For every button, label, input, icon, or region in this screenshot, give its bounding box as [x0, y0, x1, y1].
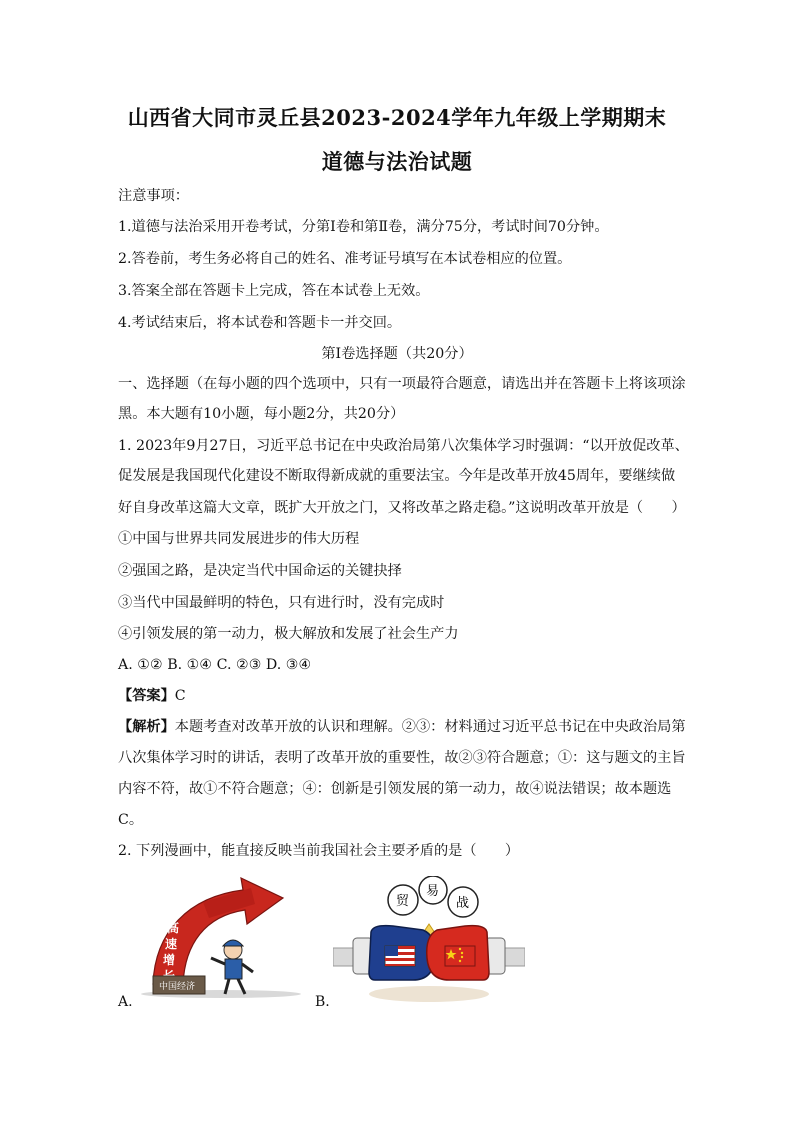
- arrow-text-1: 高: [167, 921, 180, 935]
- question-stem: 促发展是我国现代化建设不断取得新成就的重要法宝。今年是改革开放45周年，要继续做: [118, 468, 676, 484]
- question-stem: 1. 2023年9月27日，习近平总书记在中央政治局第八次集体学习时强调：“以开放促改革、: [118, 438, 689, 454]
- answer-value: C: [174, 688, 186, 704]
- question-option: ①中国与世界共同发展进步的伟大历程: [118, 531, 360, 547]
- question-option: ②强国之路，是决定当代中国命运的关键抉择: [118, 563, 402, 579]
- analysis-text: 本题考查对改革开放的认识和理解。②③：材料通过习近平总书记在中央政治局第: [174, 719, 686, 735]
- analysis-text: 内容不符，故①不符合题意；④：创新是引领发展的第一动力，故④说法错误；故本题选: [118, 781, 672, 797]
- arrow-text-2: 速: [165, 937, 178, 951]
- option-label-a: A.: [118, 994, 133, 1010]
- answer-choices: A. ①② B. ①④ C. ②③ D. ③④: [118, 657, 312, 673]
- cartoon-b-image: [333, 876, 525, 1006]
- notice-item: 3.答案全部在答题卡上完成，答在本试卷上无效。: [118, 283, 430, 299]
- arrow-text-3: 增: [163, 953, 176, 967]
- notice-heading: 注意事项：: [118, 188, 189, 204]
- cartoon-a-drawing: [133, 872, 305, 1000]
- bubble-text-1: 贸: [396, 894, 410, 909]
- page-subtitle: 道德与法治试题: [321, 149, 473, 174]
- question-option: ④引领发展的第一动力，极大解放和发展了社会生产力: [118, 626, 459, 642]
- analysis-tag: 【解析】: [118, 719, 175, 735]
- section-title: 第Ⅰ卷选择题（共20分）: [321, 346, 473, 362]
- analysis-text: 八次集体学习时的讲话，表明了改革开放的重要性，故②③符合题意；①：这与题文的主旨: [118, 750, 686, 766]
- bubble-text-2: 易: [426, 884, 440, 899]
- notice-item: 1.道德与法治采用开卷考试，分第Ⅰ卷和第Ⅱ卷，满分75分，考试时间70分钟。: [118, 219, 609, 235]
- cartoon-b-drawing: [333, 876, 525, 1006]
- section-instructions: 一、选择题（在每小题的四个选项中，只有一项最符合题意，请选出并在答题卡上将该项涂: [118, 376, 686, 392]
- answer-tag: 【答案】: [118, 688, 175, 704]
- question-option: ③当代中国最鲜明的特色，只有进行时，没有完成时: [118, 595, 445, 611]
- box-label: 中国经济: [159, 982, 196, 992]
- question-stem: 2. 下列漫画中，能直接反映当前我国社会主要矛盾的是（ ）: [118, 843, 520, 859]
- analysis-line: [118, 717, 686, 737]
- analysis-text: C。: [118, 812, 144, 828]
- question-stem: 好自身改革这篇大文章，既扩大开放之门，又将改革之路走稳。”这说明改革开放是（ ）: [118, 500, 686, 516]
- option-label-b: B.: [315, 994, 330, 1010]
- bubble-text-3: 战: [456, 896, 470, 911]
- cartoon-a-image: [133, 872, 305, 1000]
- section-instructions: 黑。本大题有10小题，每小题2分，共20分）: [118, 406, 405, 422]
- notice-item: 2.答卷前，考生务必将自己的姓名、准考证号填写在本试卷相应的位置。: [118, 251, 572, 267]
- notice-item: 4.考试结束后，将本试卷和答题卡一并交回。: [118, 315, 402, 331]
- answer-line: [118, 686, 678, 706]
- page-title: 山西省大同市灵丘县2023-2024学年九年级上学期期末: [127, 105, 667, 130]
